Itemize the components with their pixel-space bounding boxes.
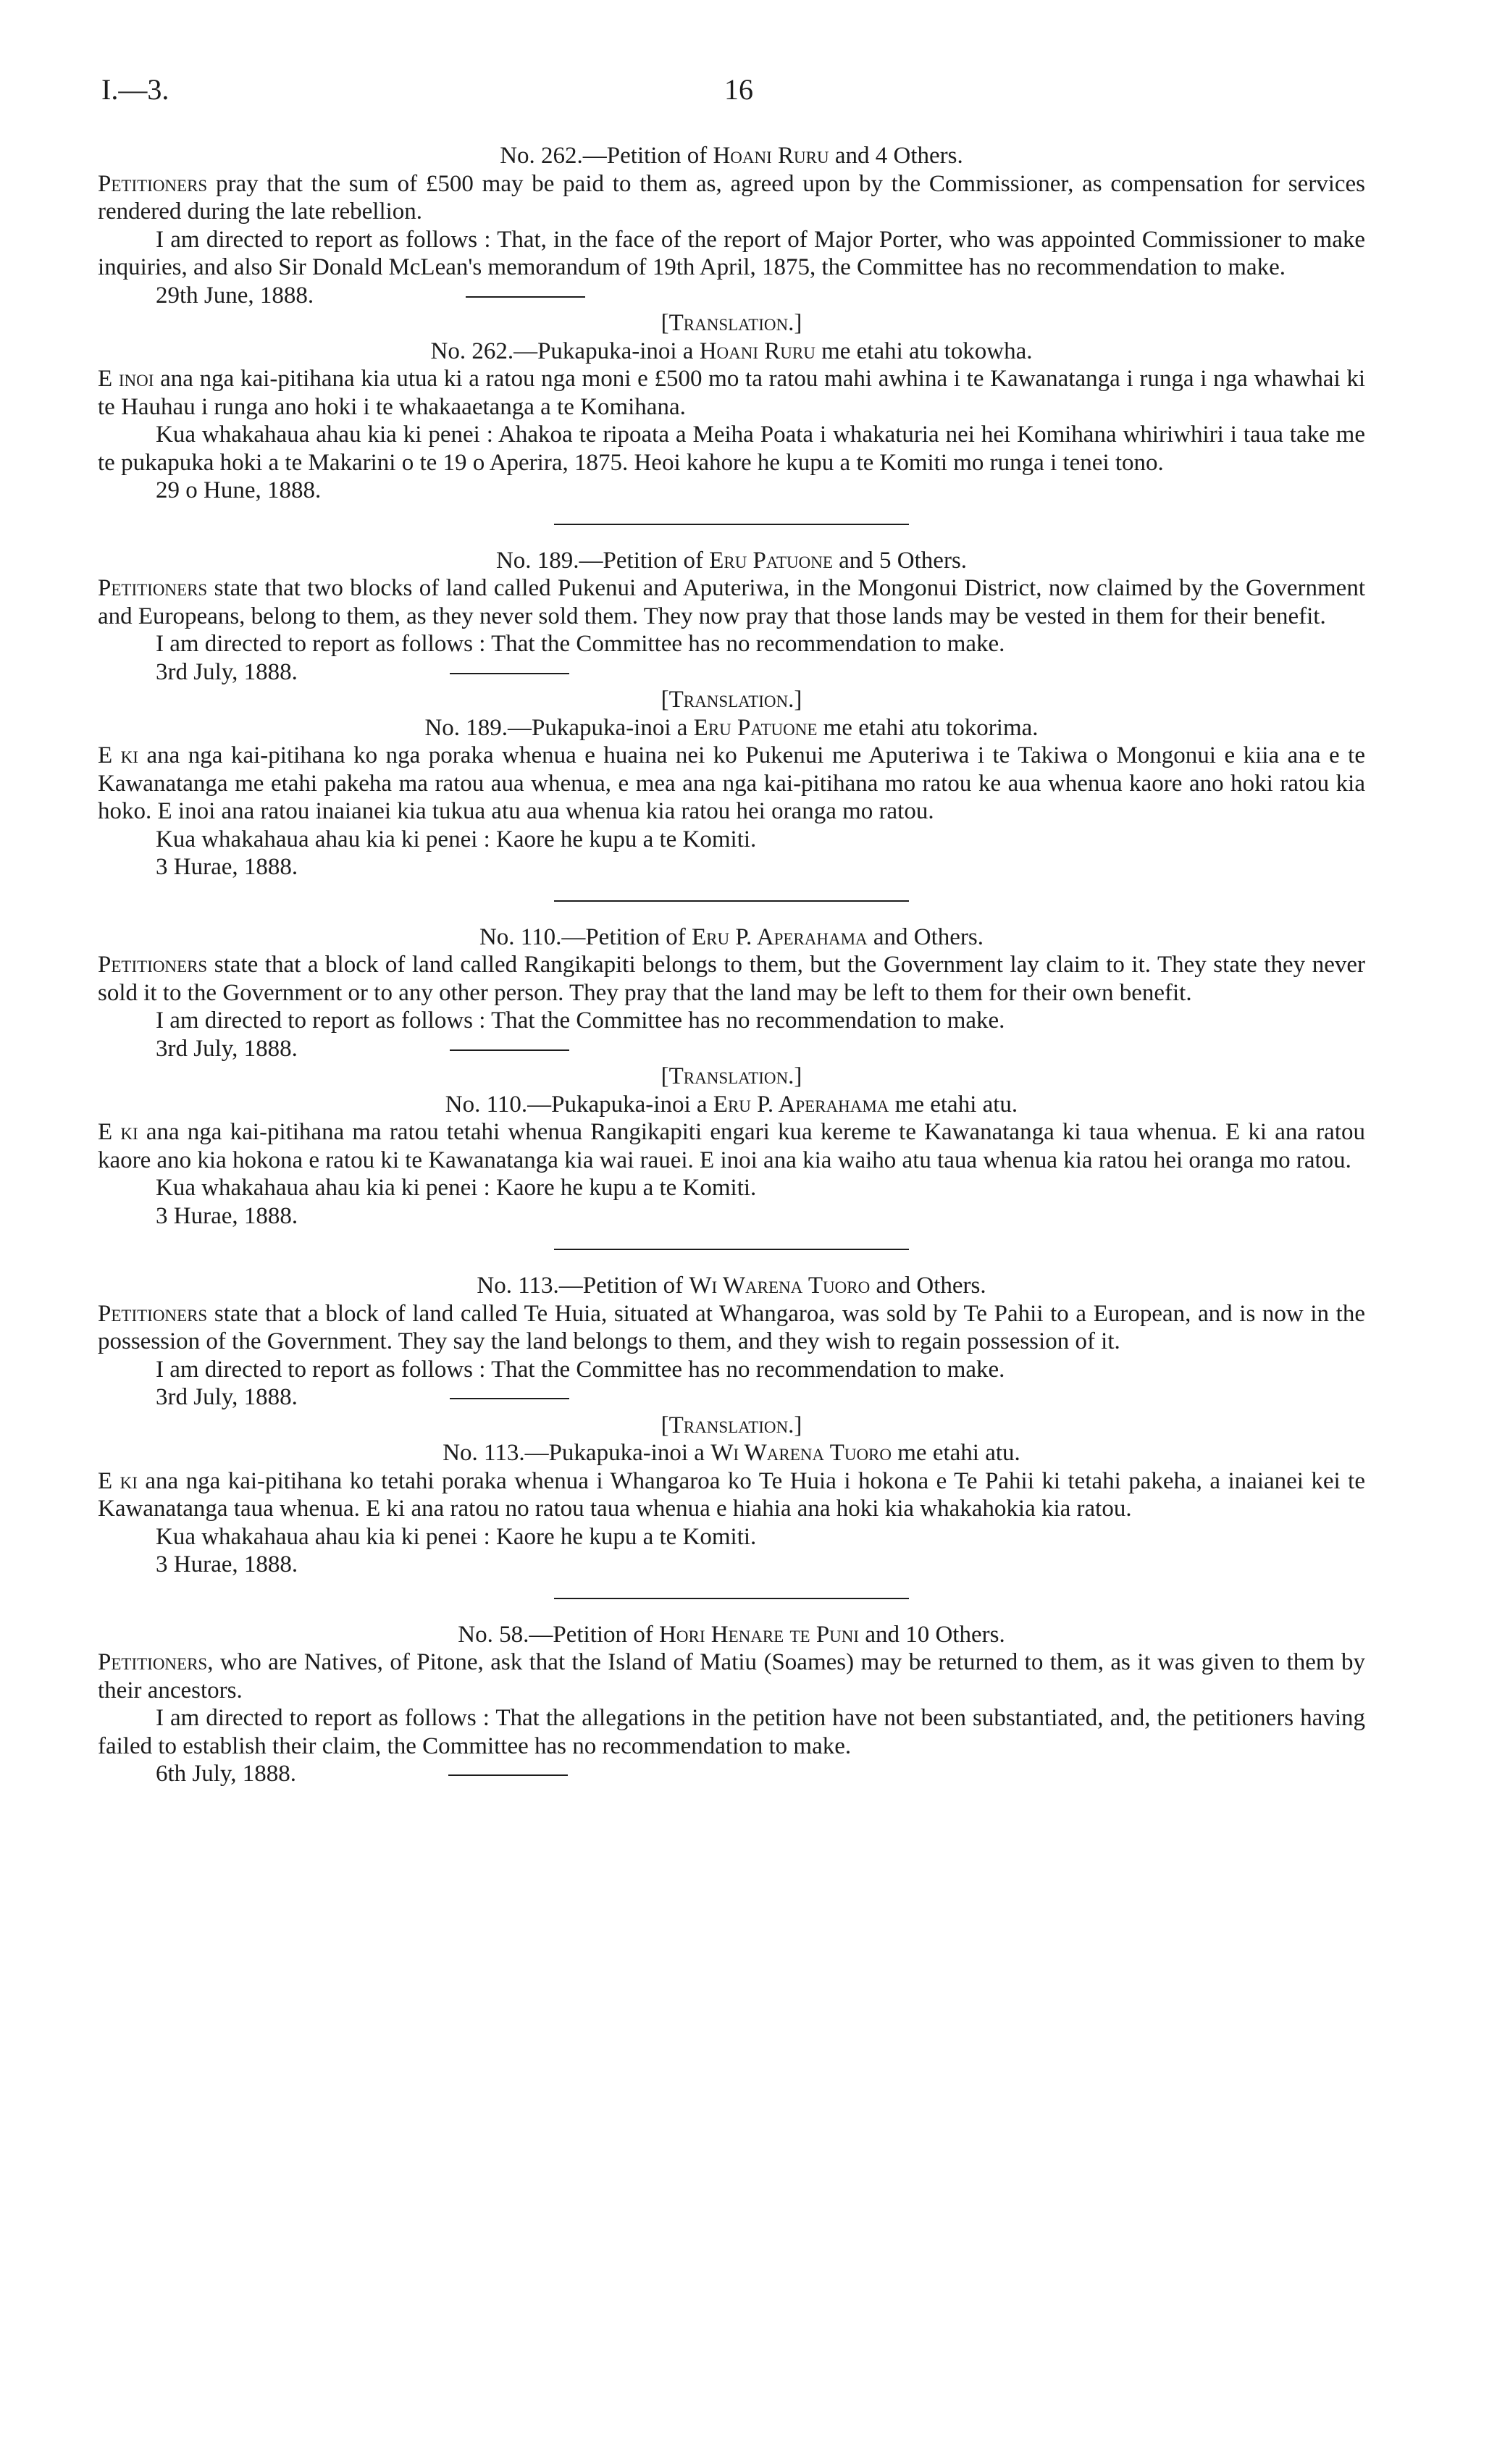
translation-title xyxy=(98,714,1365,742)
translation-title xyxy=(98,1091,1365,1119)
short-rule xyxy=(450,1398,569,1399)
petition-summary xyxy=(98,1648,1365,1704)
translation-title xyxy=(98,338,1365,366)
committee-report: I am directed to report as follows : That the allegations in the petition have not been substantiated, and, the petitioners having failed to establish their claim, the Committee has no recommendation to make. xyxy=(98,1705,1365,1759)
title-prefix: No. 262.—Petition of xyxy=(500,143,713,169)
title-suffix: and Others. xyxy=(867,923,984,950)
title-suffix: me etahi atu. xyxy=(889,1091,1018,1118)
translation-date: 29 o Hune, 1888. xyxy=(156,477,322,503)
lead-word: E ki xyxy=(98,742,138,768)
lead-word: Petitioners xyxy=(98,952,208,978)
petitioner-name: Wi Warena Tuoro xyxy=(710,1440,892,1466)
report-date xyxy=(98,1035,1365,1063)
summary-text: state that a block of land called Rangikapiti belongs to them, but the Government lay claim to it. They state they never sold it to the Government or to any other person. They pray that the land may be left to them for their own benefit. xyxy=(98,952,1365,1006)
translation-report: Kua whakahaua ahau kia ki penei : Kaore he kupu a te Komiti. xyxy=(156,826,757,852)
page-content xyxy=(98,142,1365,1788)
petition-110 xyxy=(98,923,1365,1251)
petition-summary xyxy=(98,574,1365,630)
translation-summary xyxy=(98,365,1365,421)
translation-date: 3 Hurae, 1888. xyxy=(156,1202,298,1229)
title-prefix: No. 113.—Petition of xyxy=(477,1273,689,1299)
petition-113 xyxy=(98,1272,1365,1599)
translation-date: 3 Hurae, 1888. xyxy=(156,1551,298,1577)
translation-text: [Translation.] xyxy=(661,1412,802,1438)
date-text: 3rd July, 1888. xyxy=(156,1035,298,1062)
translation-summary xyxy=(98,1118,1365,1174)
report-date xyxy=(98,1383,1365,1412)
lead-word: Petitioners xyxy=(98,1649,208,1675)
petition-title xyxy=(98,1272,1365,1300)
summary-text: state that two blocks of land called Pukenui and Aputeriwa, in the Mongonui District, now claimed by the Government and Europeans, belong to them, as they never sold them. They now pray that those lands may be vested in them for their benefit. xyxy=(98,575,1365,629)
title-prefix: No. 189.—Pukapuka-inoi a xyxy=(424,714,694,741)
paper-reference: I.—3. xyxy=(101,73,169,106)
translation-label xyxy=(98,686,1365,714)
page-number: 16 xyxy=(724,73,753,106)
title-prefix: No. 113.—Pukapuka-inoi a xyxy=(443,1440,711,1466)
summary-text: ana nga kai-pitihana ko nga poraka whenua e huaina nei ko Pukenui me Aputeriwa i te Takiwa o Mongonui e kiia ana e te Kawanatanga me etahi pakeha ma ratou aua whenua, e mea ana nga kai-pitihana mo ratou ke aua whenua kaore ano hoki ratou kia hoko. E inoi ana ratou inaianei kia tukua atu aua whenua kia ratou hei oranga mo ratou. xyxy=(98,742,1365,824)
petition-title xyxy=(98,1621,1365,1649)
summary-text: ana nga kai-pitihana kia utua ki a ratou nga moni e £500 mo ta ratou mahi awhina i te Kawanatanga i runga i nga whawhai ki te Hauhau i runga ano hoki i te whakaaetanga a te Komihana. xyxy=(98,366,1365,420)
committee-report: I am directed to report as follows : That, in the face of the report of Major Porter, who was appointed Commissioner to make inquiries, and also Sir Donald McLean's memorandum of 19th April, 1875, the Committee has no recommendation to make. xyxy=(98,226,1365,280)
petition-summary xyxy=(98,1300,1365,1356)
petitioner-name: Eru P. Aperahama xyxy=(692,923,868,950)
petition-262 xyxy=(98,142,1365,525)
section-divider xyxy=(554,524,909,525)
title-suffix: me etahi atu tokorima. xyxy=(817,714,1039,741)
petitioner-name: Eru Patuone xyxy=(693,714,818,741)
lead-word: Petitioners xyxy=(98,170,208,197)
petition-summary xyxy=(98,170,1365,226)
translation-report: Kua whakahaua ahau kia ki penei : Kaore he kupu a te Komiti. xyxy=(156,1175,757,1201)
petitioner-name: Wi Warena Tuoro xyxy=(689,1273,871,1299)
translation-text: [Translation.] xyxy=(661,687,802,713)
lead-word: E inoi xyxy=(98,366,154,392)
translation-summary xyxy=(98,742,1365,826)
title-suffix: me etahi atu tokowha. xyxy=(815,338,1033,364)
report-date xyxy=(98,282,1365,310)
title-suffix: me etahi atu. xyxy=(892,1440,1020,1466)
title-suffix: and 4 Others. xyxy=(829,143,963,169)
translation-label xyxy=(98,309,1365,338)
petition-189 xyxy=(98,547,1365,902)
title-prefix: No. 262.—Pukapuka-inoi a xyxy=(430,338,700,364)
title-prefix: No. 110.—Pukapuka-inoi a xyxy=(445,1091,713,1118)
short-rule xyxy=(466,296,585,298)
summary-text: ana nga kai-pitihana ma ratou tetahi whenua Rangikapiti engari kua kereme te Kawanatanga ki taua whenua. E ki ana ratou kaore ano kia hokona e ratou ki te Kawanatanga kia wai rauei. E inoi ana kia waiho atu taua whenua kia ratou hei oranga mo ratou. xyxy=(98,1119,1365,1173)
title-suffix: and 5 Others. xyxy=(832,547,968,574)
petitioner-name: Eru Patuone xyxy=(709,547,833,574)
report-date xyxy=(98,658,1365,687)
short-rule xyxy=(448,1774,568,1776)
summary-text: pray that the sum of £500 may be paid to them as, agreed upon by the Commissioner, as compensation for services rendered during the late rebellion. xyxy=(98,170,1365,225)
translation-title xyxy=(98,1439,1365,1467)
petition-title xyxy=(98,142,1365,170)
section-divider xyxy=(554,1249,909,1250)
petitioner-name: Eru P. Aperahama xyxy=(713,1091,889,1118)
date-text: 6th July, 1888. xyxy=(156,1761,297,1787)
translation-label xyxy=(98,1063,1365,1091)
petition-title xyxy=(98,547,1365,575)
title-suffix: and 10 Others. xyxy=(859,1621,1005,1648)
lead-word: Petitioners xyxy=(98,575,208,601)
committee-report: I am directed to report as follows : That the Committee has no recommendation to make. xyxy=(156,631,1005,657)
petition-58 xyxy=(98,1621,1365,1788)
petition-title xyxy=(98,923,1365,952)
title-suffix: and Others. xyxy=(870,1273,986,1299)
summary-text: , who are Natives, of Pitone, ask that the Island of Matiu (Soames) may be returned to them, as it was given to them by their ancestors. xyxy=(98,1649,1365,1704)
short-rule xyxy=(450,1049,569,1051)
translation-summary xyxy=(98,1467,1365,1523)
petitioner-name: Hori Henare te Puni xyxy=(659,1621,860,1648)
petitioner-name: Hoani Ruru xyxy=(713,143,829,169)
translation-label xyxy=(98,1412,1365,1440)
section-divider xyxy=(554,1598,909,1599)
translation-text: [Translation.] xyxy=(661,1063,802,1089)
translation-report: Kua whakahaua ahau kia ki penei : Ahakoa te ripoata a Meiha Poata i whakaturia nei hei Komihana whiriwhiri i taua take me te pukapuka hoki a te Makarini o te 19 o Aperira, 1875. Heoi kahore he kupu a te Komiti mo runga i tenei tono. xyxy=(98,422,1365,476)
summary-text: state that a block of land called Te Huia, situated at Whangaroa, was sold by Te Pahii to a European, and is now in the possession of the Government. They say the land belongs to them, and they wish to regain possession of it. xyxy=(98,1300,1365,1354)
petition-summary xyxy=(98,951,1365,1007)
translation-report: Kua whakahaua ahau kia ki penei : Kaore he kupu a te Komiti. xyxy=(156,1523,757,1550)
lead-word: Petitioners xyxy=(98,1300,208,1327)
petitioner-name: Hoani Ruru xyxy=(699,338,815,364)
translation-text: [Translation.] xyxy=(661,310,802,336)
translation-date: 3 Hurae, 1888. xyxy=(156,854,298,880)
committee-report: I am directed to report as follows : That the Committee has no recommendation to make. xyxy=(156,1356,1005,1383)
title-prefix: No. 110.—Petition of xyxy=(479,923,692,950)
date-text: 3rd July, 1888. xyxy=(156,1384,298,1410)
lead-word: E ki xyxy=(98,1467,138,1494)
title-prefix: No. 58.—Petition of xyxy=(458,1621,660,1648)
lead-word: E ki xyxy=(98,1119,138,1145)
section-divider xyxy=(554,900,909,902)
date-text: 29th June, 1888. xyxy=(156,282,314,309)
date-text: 3rd July, 1888. xyxy=(156,658,298,685)
short-rule xyxy=(450,673,569,674)
summary-text: ana nga kai-pitihana ko tetahi poraka whenua i Whangaroa ko Te Huia i hokona e Te Pahii ki tetahi pakeha, a inaianei kei te Kawanatanga taua whenua. E ki ana ratou no ratou taua whenua e hiahia ana hoki kia whakahokia kia ratou. xyxy=(98,1467,1365,1522)
committee-report: I am directed to report as follows : That the Committee has no recommendation to make. xyxy=(156,1007,1005,1034)
title-prefix: No. 189.—Petition of xyxy=(495,547,710,574)
report-date xyxy=(98,1760,1365,1788)
